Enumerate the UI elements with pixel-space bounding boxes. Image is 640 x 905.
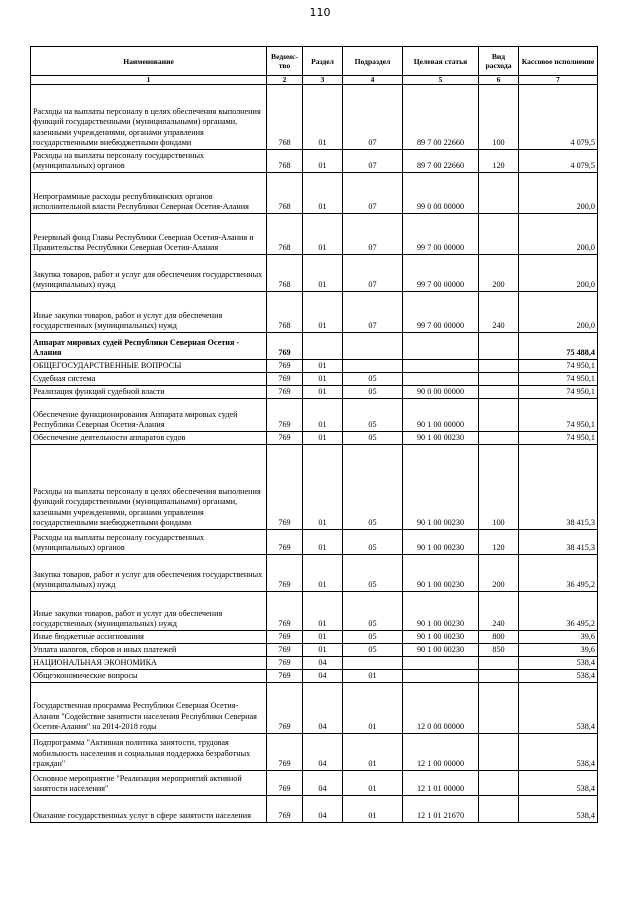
row-target: 90 0 00 00000 [403,386,479,399]
row-amount: 4 079,5 [519,150,598,173]
row-name: Общеэкономические вопросы [31,670,267,683]
row-name: Основное мероприятие "Реализация мероприятий активной занятости населения" [31,771,267,796]
row-target [403,373,479,386]
row-section: 01 [303,150,343,173]
row-name: НАЦИОНАЛЬНАЯ ЭКОНОМИКА [31,657,267,670]
table-header-row [31,47,598,76]
row-dept: 769 [267,657,303,670]
row-name: Расходы на выплаты персоналу в целях обеспечения выполнения функций государственными (муниципальными) органами, казенными учреждениями, органами управления государственными внебюджетными фондами [31,445,267,530]
row-name: Иные закупки товаров, работ и услуг для обеспечения государственных (муниципальных) нужд [31,592,267,631]
row-subsection: 05 [343,432,403,445]
row-section: 01 [303,85,343,150]
row-section: 01 [303,445,343,530]
row-dept: 769 [267,432,303,445]
table-row [31,445,598,530]
row-name: Расходы на выплаты персоналу государственных (муниципальных) органов [31,150,267,173]
table-row [31,333,598,360]
row-name: Расходы на выплаты персоналу государственных (муниципальных) органов [31,530,267,555]
row-expense-type: 100 [479,445,519,530]
column-number: 3 [303,76,343,85]
row-expense-type: 100 [479,85,519,150]
row-section: 04 [303,734,343,771]
row-expense-type: 240 [479,292,519,333]
table-row [31,173,598,214]
row-expense-type: 800 [479,631,519,644]
row-amount: 74 950,1 [519,386,598,399]
row-dept: 768 [267,85,303,150]
row-expense-type: 200 [479,555,519,592]
row-dept: 769 [267,386,303,399]
row-target [403,657,479,670]
row-name: Обеспечение деятельности аппаратов судов [31,432,267,445]
row-section: 01 [303,592,343,631]
row-name: Расходы на выплаты персоналу в целях обеспечения выполнения функций государственными (муниципальными) органами, казенными учреждениями, органами управления государственными внебюджетными фондами [31,85,267,150]
row-subsection: 01 [343,796,403,823]
row-expense-type: 200 [479,255,519,292]
row-dept: 769 [267,445,303,530]
row-subsection: 01 [343,734,403,771]
row-amount: 200,0 [519,214,598,255]
table-row [31,555,598,592]
row-amount: 39,6 [519,644,598,657]
row-expense-type [479,360,519,373]
row-amount: 4 079,5 [519,85,598,150]
table-row [31,683,598,734]
row-name: Закупка товаров, работ и услуг для обеспечения государственных (муниципальных) нужд [31,555,267,592]
row-subsection: 05 [343,644,403,657]
row-section: 01 [303,255,343,292]
row-subsection: 01 [343,683,403,734]
row-section [303,333,343,360]
row-amount: 538,4 [519,670,598,683]
row-dept: 769 [267,360,303,373]
row-amount: 538,4 [519,657,598,670]
row-name: Государственная программа Республики Северная Осетия-Алания "Содействие занятости населения Республики Северная Осетия-Алания" на 2014-2018 годы [31,683,267,734]
row-name: Оказание государственных услуг в сфере занятости населения [31,796,267,823]
row-section: 01 [303,373,343,386]
row-name: Иные закупки товаров, работ и услуг для обеспечения государственных (муниципальных) нужд [31,292,267,333]
row-dept: 769 [267,644,303,657]
row-amount: 36 495,2 [519,555,598,592]
row-target: 89 7 00 22660 [403,85,479,150]
row-section: 01 [303,399,343,432]
row-amount: 74 950,1 [519,399,598,432]
row-name: Реализация функций судебной власти [31,386,267,399]
row-dept: 769 [267,555,303,592]
row-target: 90 1 00 00230 [403,592,479,631]
row-expense-type [479,657,519,670]
row-dept: 769 [267,683,303,734]
row-amount: 200,0 [519,173,598,214]
row-name: Судебная система [31,373,267,386]
row-dept: 769 [267,592,303,631]
row-dept: 769 [267,670,303,683]
row-name: Уплата налогов, сборов и иных платежей [31,644,267,657]
row-expense-type [479,683,519,734]
row-dept: 768 [267,150,303,173]
row-dept: 769 [267,530,303,555]
row-subsection [343,333,403,360]
table-row [31,670,598,683]
row-expense-type: 850 [479,644,519,657]
row-dept: 769 [267,796,303,823]
budget-execution-table [30,46,598,823]
row-subsection: 01 [343,771,403,796]
row-section: 01 [303,644,343,657]
row-subsection: 01 [343,670,403,683]
row-section: 04 [303,796,343,823]
row-target: 90 1 00 00230 [403,631,479,644]
row-section: 01 [303,530,343,555]
row-dept: 769 [267,373,303,386]
row-dept: 768 [267,292,303,333]
row-amount: 39,6 [519,631,598,644]
row-dept: 768 [267,173,303,214]
table-row [31,150,598,173]
row-expense-type [479,214,519,255]
row-expense-type [479,373,519,386]
row-section: 04 [303,771,343,796]
column-number: 7 [519,76,598,85]
row-expense-type [479,796,519,823]
row-target: 90 1 00 00230 [403,530,479,555]
header-name: Наименование [31,47,267,76]
row-target: 99 7 00 00000 [403,255,479,292]
row-amount: 36 495,2 [519,592,598,631]
header-cash: Кассовое исполнение [519,47,598,76]
table-row [31,373,598,386]
row-subsection: 07 [343,150,403,173]
row-dept: 769 [267,771,303,796]
table-row [31,631,598,644]
row-target: 99 0 00 00000 [403,173,479,214]
table-row [31,734,598,771]
row-expense-type [479,333,519,360]
row-target: 90 1 00 00230 [403,555,479,592]
row-name: Непрограммные расходы республиканских органов исполнительной власти Республики Северная Осетия-Алания [31,173,267,214]
row-subsection: 05 [343,530,403,555]
row-target: 90 1 00 00230 [403,644,479,657]
row-name: ОБЩЕГОСУДАРСТВЕННЫЕ ВОПРОСЫ [31,360,267,373]
row-section: 01 [303,173,343,214]
row-subsection: 07 [343,85,403,150]
row-target: 89 7 00 22660 [403,150,479,173]
table-row [31,214,598,255]
row-expense-type [479,734,519,771]
table-row [31,292,598,333]
row-amount: 74 950,1 [519,432,598,445]
header-subsection: Подраздел [343,47,403,76]
column-number: 6 [479,76,519,85]
row-dept: 768 [267,255,303,292]
row-section: 01 [303,631,343,644]
column-number: 5 [403,76,479,85]
row-dept: 769 [267,399,303,432]
row-amount: 38 415,3 [519,530,598,555]
row-amount: 538,4 [519,734,598,771]
row-subsection: 07 [343,292,403,333]
row-amount: 538,4 [519,771,598,796]
row-section: 01 [303,214,343,255]
row-section: 01 [303,360,343,373]
row-target [403,333,479,360]
row-expense-type: 240 [479,592,519,631]
row-section: 04 [303,670,343,683]
table-row [31,399,598,432]
table-row [31,386,598,399]
table-row [31,771,598,796]
row-subsection: 07 [343,214,403,255]
row-amount: 74 950,1 [519,360,598,373]
column-number-row [31,76,598,85]
row-name: Закупка товаров, работ и услуг для обеспечения государственных (муниципальных) нужд [31,255,267,292]
row-amount: 538,4 [519,796,598,823]
column-number: 4 [343,76,403,85]
row-subsection [343,360,403,373]
row-expense-type [479,771,519,796]
row-expense-type [479,432,519,445]
row-expense-type: 120 [479,150,519,173]
row-target: 12 0 00 00000 [403,683,479,734]
row-subsection: 07 [343,173,403,214]
row-subsection [343,657,403,670]
row-amount: 75 488,4 [519,333,598,360]
row-subsection: 05 [343,592,403,631]
row-dept: 768 [267,214,303,255]
row-subsection: 05 [343,373,403,386]
row-name: Иные бюджетные ассигнования [31,631,267,644]
header-dept: Ведомс-тво [267,47,303,76]
row-expense-type [479,386,519,399]
page-number: 110 [309,6,331,19]
header-expense-type: Вид расхода [479,47,519,76]
row-amount: 200,0 [519,292,598,333]
row-target: 90 1 00 00230 [403,445,479,530]
row-target: 12 1 00 00000 [403,734,479,771]
row-section: 04 [303,657,343,670]
row-expense-type: 120 [479,530,519,555]
row-expense-type [479,173,519,214]
row-name: Подпрограмма "Активная политика занятости, трудовая мобильность населения и социальная поддержка безработных граждан" [31,734,267,771]
row-target: 99 7 00 00000 [403,292,479,333]
row-target: 12 1 01 00000 [403,771,479,796]
table-row [31,592,598,631]
row-dept: 769 [267,333,303,360]
row-subsection: 05 [343,445,403,530]
row-subsection: 05 [343,399,403,432]
row-target [403,360,479,373]
table-row [31,644,598,657]
row-subsection: 05 [343,386,403,399]
column-number: 2 [267,76,303,85]
row-dept: 769 [267,631,303,644]
row-expense-type [479,670,519,683]
row-subsection: 05 [343,631,403,644]
table-row [31,255,598,292]
row-subsection: 07 [343,255,403,292]
row-target: 90 1 00 00000 [403,399,479,432]
row-section: 01 [303,555,343,592]
column-number: 1 [31,76,267,85]
row-section: 01 [303,292,343,333]
header-section: Раздел [303,47,343,76]
table-row [31,657,598,670]
row-name: Аппарат мировых судей Республики Северная Осетия - Алания [31,333,267,360]
row-name: Резервный фонд Главы Республики Северная Осетия-Алания и Правительства Республики Северная Осетия-Алания [31,214,267,255]
table-row [31,360,598,373]
row-target: 99 7 00 00000 [403,214,479,255]
row-target [403,670,479,683]
table-row [31,85,598,150]
header-target: Целевая статья [403,47,479,76]
row-target: 90 1 00 00230 [403,432,479,445]
row-expense-type [479,399,519,432]
row-name: Обеспечение функционирования Аппарата мировых судей Республики Северная Осетия-Алания [31,399,267,432]
row-amount: 38 415,3 [519,445,598,530]
row-amount: 538,4 [519,683,598,734]
row-target: 12 1 01 21670 [403,796,479,823]
row-section: 01 [303,432,343,445]
table-row [31,530,598,555]
row-section: 04 [303,683,343,734]
table-row [31,432,598,445]
table-row [31,796,598,823]
row-section: 01 [303,386,343,399]
row-dept: 769 [267,734,303,771]
row-subsection: 05 [343,555,403,592]
row-amount: 74 950,1 [519,373,598,386]
row-amount: 200,0 [519,255,598,292]
